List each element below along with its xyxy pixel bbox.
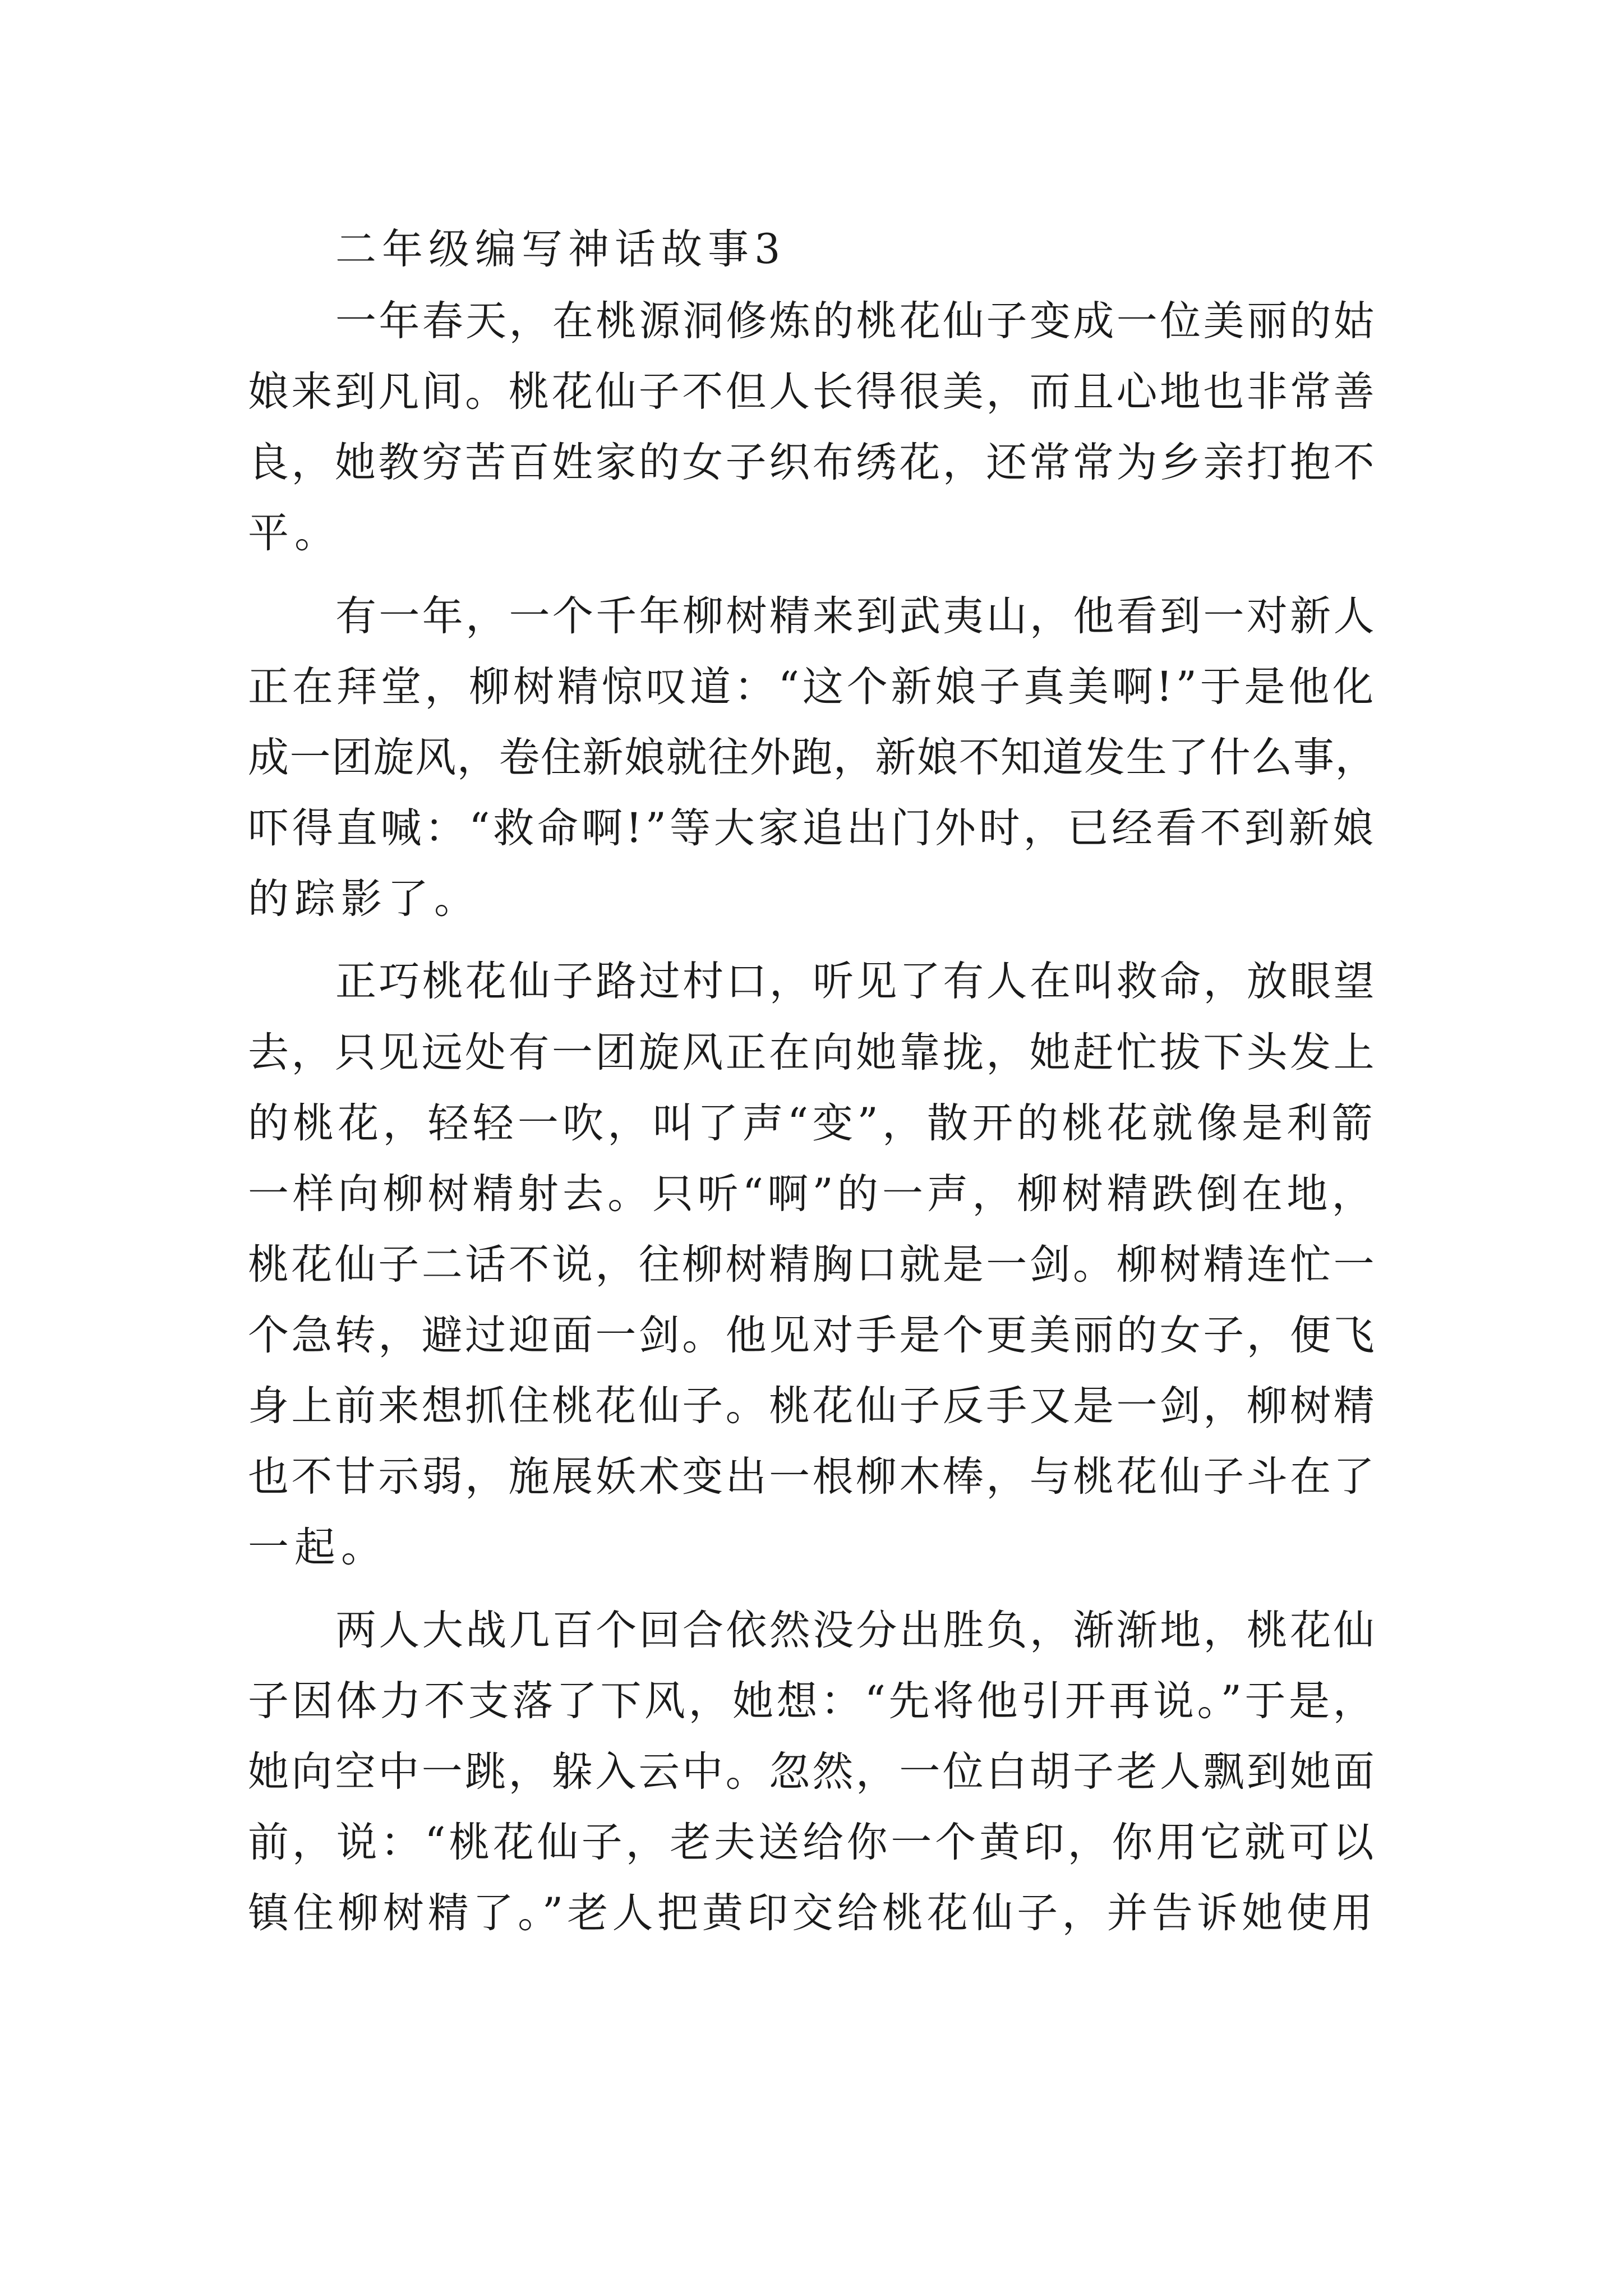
paragraph-1-line: 平。 — [248, 509, 341, 557]
paragraph-2-line: 正在拜堂，柳树精惊叹道：“这个新娘子真美啊!”于是他化 — [248, 663, 1377, 711]
paragraph-4-line: 两人大战几百个回合依然没分出胜负，渐渐地，桃花仙 — [335, 1607, 1377, 1654]
paragraph-4-line: 镇住柳树精了。”老人把黄印交给桃花仙子，并告诉她使用 — [248, 1889, 1377, 1937]
paragraph-3-line: 一样向柳树精射去。只听“啊”的一声，柳树精跌倒在地， — [248, 1170, 1377, 1218]
paragraph-4-line: 前，说：“桃花仙子，老夫送给你一个黄印，你用它就可以 — [248, 1819, 1377, 1866]
paragraph-3-line: 正巧桃花仙子路过村口，听见了有人在叫救命，放眼望 — [335, 958, 1377, 1005]
paragraph-4-line: 她向空中一跳，躲入云中。忽然，一位白胡子老人飘到她面 — [248, 1748, 1377, 1796]
paragraph-3-line: 去，只见远处有一团旋风正在向她靠拢，她赶忙拔下头发上 — [248, 1029, 1377, 1076]
paragraph-1-line: 一年春天，在桃源洞修炼的桃花仙子变成一位美丽的姑 — [335, 297, 1377, 345]
paragraph-3-line: 的桃花，轻轻一吹，叫了声“变”，散开的桃花就像是利箭 — [248, 1099, 1377, 1147]
paragraph-1-line: 娘来到凡间。桃花仙子不但人长得很美，而且心地也非常善 — [248, 368, 1377, 416]
document-title: 二年级编写神话故事3 — [335, 226, 786, 273]
paragraph-2-line: 有一年，一个千年柳树精来到武夷山，他看到一对新人 — [335, 592, 1377, 640]
paragraph-3-line: 桃花仙子二话不说，往柳树精胸口就是一剑。柳树精连忙一 — [248, 1241, 1377, 1289]
paragraph-3-line: 个急转，避过迎面一剑。他见对手是个更美丽的女子，便飞 — [248, 1312, 1377, 1359]
paragraph-2-line: 成一团旋风，卷住新娘就往外跑，新娘不知道发生了什么事， — [248, 734, 1377, 781]
paragraph-1-line: 良，她教穷苦百姓家的女子织布绣花，还常常为乡亲打抱不 — [248, 439, 1377, 486]
paragraph-2-line: 的踪影了。 — [248, 875, 481, 923]
paragraph-2-line: 吓得直喊：“救命啊!”等大家追出门外时，已经看不到新娘 — [248, 804, 1377, 852]
paragraph-3-line: 身上前来想抓住桃花仙子。桃花仙子反手又是一剑，柳树精 — [248, 1382, 1377, 1430]
paragraph-3-line: 一起。 — [248, 1524, 388, 1571]
paragraph-3-line: 也不甘示弱，施展妖术变出一根柳木棒，与桃花仙子斗在了 — [248, 1453, 1377, 1501]
paragraph-4-line: 子因体力不支落了下风，她想：“先将他引开再说。”于是， — [248, 1677, 1377, 1725]
